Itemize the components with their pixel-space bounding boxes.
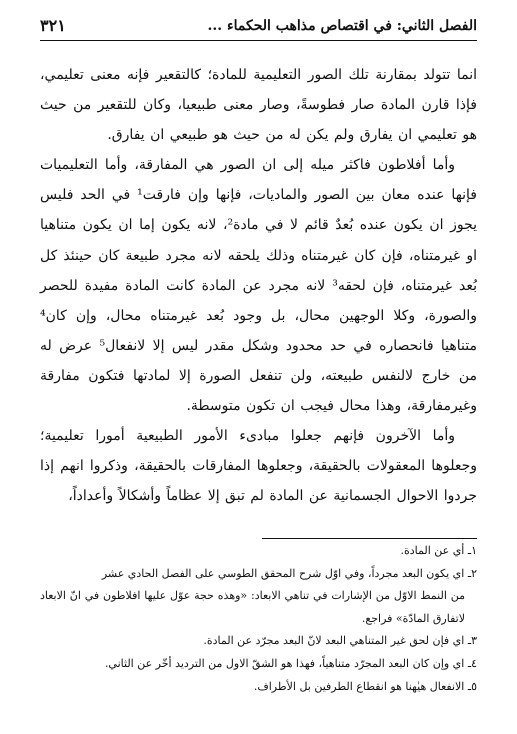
paragraph-1: انما تتولد بمقارنة تلك الصور التعليمية للمادة؛ كالتقعير فإنه معنى تعليمي، فإذا قارن المادة صار فطوسةً، وصار معنى طبيعيا، وكان للتقعير من حيث هو تعليمي ان يفارق ولم يكن له من حيث هو طبيعي ان يفارق. [40, 67, 477, 144]
main-text [40, 60, 477, 511]
footnote-1: ١ـ أي عن المادة. [400, 544, 477, 557]
footnotes [40, 540, 477, 698]
footnote-2-continued: من النمط الاوّل من الإشارات في تناهي الابعاد: «وهذه حجة عوّل عليها افلاطون في انّ الابعاد لاتفارق المادّة» فراجع. [40, 589, 465, 625]
page-number: ٣٢١ [40, 16, 66, 35]
chapter-title: الفصل الثاني: في اقتصاص مذاهب الحكماء ... [207, 18, 477, 34]
paragraph-3: وأما الآخرون فإنهم جعلوا مبادىء الأمور الطبيعية أمورا تعليمية؛ وجعلوها المعقولات بالحقيقة، وجعلوها المفارقات بالحقيقة، وذكروا انهم إذا جردوا الاحوال الجسمانية عن المادة لم تبق إلا عظاماً وأشكالاً وأعداداً، [40, 428, 477, 505]
footnote-3: ٣ـ اي فإن لحق غير المتناهي البعد لانّ البعد مجرّد عن المادة. [203, 634, 477, 648]
footnote-5: ٥ـ الانفعال هيٰهنا هو انقطاع الطرفين بل الأطراف. [253, 679, 477, 693]
header-divider [40, 40, 477, 41]
footnote-4: ٤ـ اي وإن كان البعد المجرّد متناهياً، فهذا هو الشقّ الاول من الترديد أخّر عن الثاني. [104, 656, 477, 670]
footnote-divider [262, 538, 477, 539]
paragraph-2: وأما أفلاطون فاكثر ميله إلى ان الصور هي المفارقة، وأما التعليميات فإنها عنده معان بين الصور والماديات، فإنها وإن فارقت¹ في الحد فليس يجوز ان يكون عنده بُعدٌ قائم لا في مادة²، لانه يكون إما ان يكون متناهيا او غيرمتناه، فإن كان غيرمتناه وذلك يلحقه لانه مجرد طبيعة كان حينئذ كل بُعد غيرمتناه، فإن لحقه³ لانه مجرد عن المادة كانت المادة مفيدة للحصر والصورة، وكلا الوجهين محال، بل وجود بُعد غيرمتناه محال، وإن كان⁴ متناهيا فانحصاره في حد محدود وشكل مقدر ليس إلا لانفعال⁵ عرض له من خارج لالنفس طبيعته، ولن تنفعل الصورة إلا لمادتها فتكون مفارقة وغيرمفارقة، وهذا محال فيجب ان تكون متوسطة. [40, 157, 477, 415]
footnote-2: ٢ـ اي يكون البعد مجرداً، وفي اوّل شرح المحقق الطوسي على الفصل الحادي عشر [101, 566, 477, 580]
running-header [40, 18, 477, 40]
